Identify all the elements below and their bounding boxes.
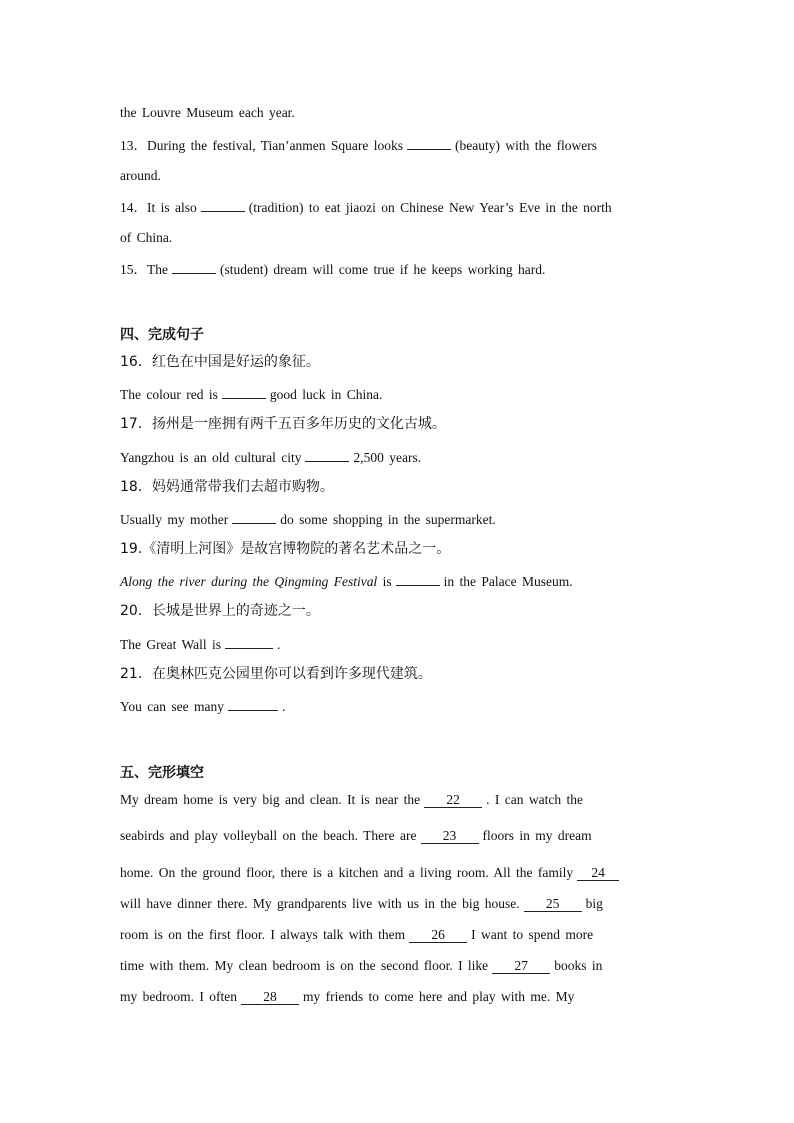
q16-text-a: The colour red is [120,387,218,402]
cloze-line-4 [120,895,603,913]
cloze-text: home. On the ground floor, there is a kitchen and a living room. All the family [120,865,574,880]
question-19 [120,572,573,591]
cloze-line-6 [120,957,602,975]
q17-blank[interactable] [305,448,349,462]
question-15 [120,260,545,279]
q13-text-b: (beauty) with the flowers [454,138,598,153]
question-18 [120,510,496,529]
q15-text-b: (student) dream will come true if he keeps working hard. [220,262,546,277]
q14-text-b: (tradition) to eat jiaozi on Chinese New Year’s Eve in the north [248,200,612,215]
cloze-text: time with them. My clean bedroom is on the second floor. I like [120,958,489,973]
q12-continuation [120,104,295,122]
question-21 [120,697,285,716]
question-20 [120,635,280,654]
cloze-line-7 [120,988,574,1006]
cloze-text: my bedroom. I often [120,989,237,1004]
q19-text-b: in the Palace Museum. [443,574,573,589]
cloze-text: books in [554,958,603,973]
cloze-blank-22[interactable]: 22 [424,793,482,808]
q17-chinese: 17．扬州是一座拥有两千五百多年历史的文化古城。 [120,416,446,432]
q14-blank[interactable] [201,198,245,212]
cloze-text: room is on the first floor. I always talk with them [120,927,406,942]
q21-text-b: . [282,699,286,714]
q18-blank[interactable] [232,510,276,524]
q16-blank[interactable] [222,385,266,399]
q16-chinese: 16．红色在中国是好运的象征。 [120,354,320,370]
q12-text: the Louvre Museum each year. [120,105,295,120]
q19-blank[interactable] [396,572,440,586]
q13-continuation [120,167,161,185]
q14-continuation [120,229,172,247]
cloze-text: floors in my dream [482,828,592,843]
cloze-blank-23[interactable]: 23 [421,829,479,844]
q15-text-a: 15．The [120,262,168,277]
cloze-text: big [585,896,603,911]
cloze-line-2 [120,827,592,845]
cloze-text: seabirds and play volleyball on the beach. There are [120,828,417,843]
q18-text-a: Usually my mother [120,512,229,527]
section-5-heading: 五、完形填空 [120,765,204,781]
cloze-text: my friends to come here and play with me. My [302,989,575,1004]
q21-chinese: 21．在奥林匹克公园里你可以看到许多现代建筑。 [120,666,432,682]
q14-text-c: of China. [120,230,173,245]
cloze-text: will have dinner there. My grandparents live with us in the big house. [120,896,520,911]
q20-text-a: The Great Wall is [120,637,222,652]
q19-text-a: is [382,574,392,589]
q20-blank[interactable] [225,635,273,649]
question-17 [120,448,421,467]
cloze-blank-26[interactable]: 26 [409,928,467,943]
cloze-text: . I can watch the [486,792,584,807]
q18-text-b: do some shopping in the supermarket. [280,512,496,527]
cloze-line-5 [120,926,593,944]
q19-title-italic: Along the river during the Qingming Festival [120,574,378,589]
cloze-line-3 [120,864,623,882]
cloze-text: I want to spend more [471,927,594,942]
q15-blank[interactable] [172,260,216,274]
q17-text-a: Yangzhou is an old cultural city [120,450,302,465]
question-14 [120,198,612,217]
question-16 [120,385,382,404]
q13-text-a: 13．During the festival, Tian’anmen Square looks [120,138,403,153]
q20-text-b: . [277,637,281,652]
q13-blank[interactable] [407,136,451,150]
cloze-blank-24[interactable]: 24 [577,866,619,881]
cloze-line-1 [120,791,583,809]
section-4-heading: 四、完成句子 [120,327,204,343]
cloze-blank-25[interactable]: 25 [524,897,582,912]
q13-text-c: around. [120,168,161,183]
q14-text-a: 14．It is also [120,200,197,215]
q17-text-b: 2,500 years. [353,450,422,465]
q21-blank[interactable] [228,697,278,711]
cloze-blank-28[interactable]: 28 [241,990,299,1005]
q20-chinese: 20．长城是世界上的奇迹之一。 [120,603,320,619]
q16-text-b: good luck in China. [269,387,383,402]
q18-chinese: 18．妈妈通常带我们去超市购物。 [120,479,334,495]
cloze-text: My dream home is very big and clean. It is near the [120,792,421,807]
q19-chinese: 19.《清明上河图》是故宫博物院的著名艺术品之一。 [120,541,451,557]
q21-text-a: You can see many [120,699,224,714]
question-13 [120,136,597,155]
cloze-blank-27[interactable]: 27 [492,959,550,974]
